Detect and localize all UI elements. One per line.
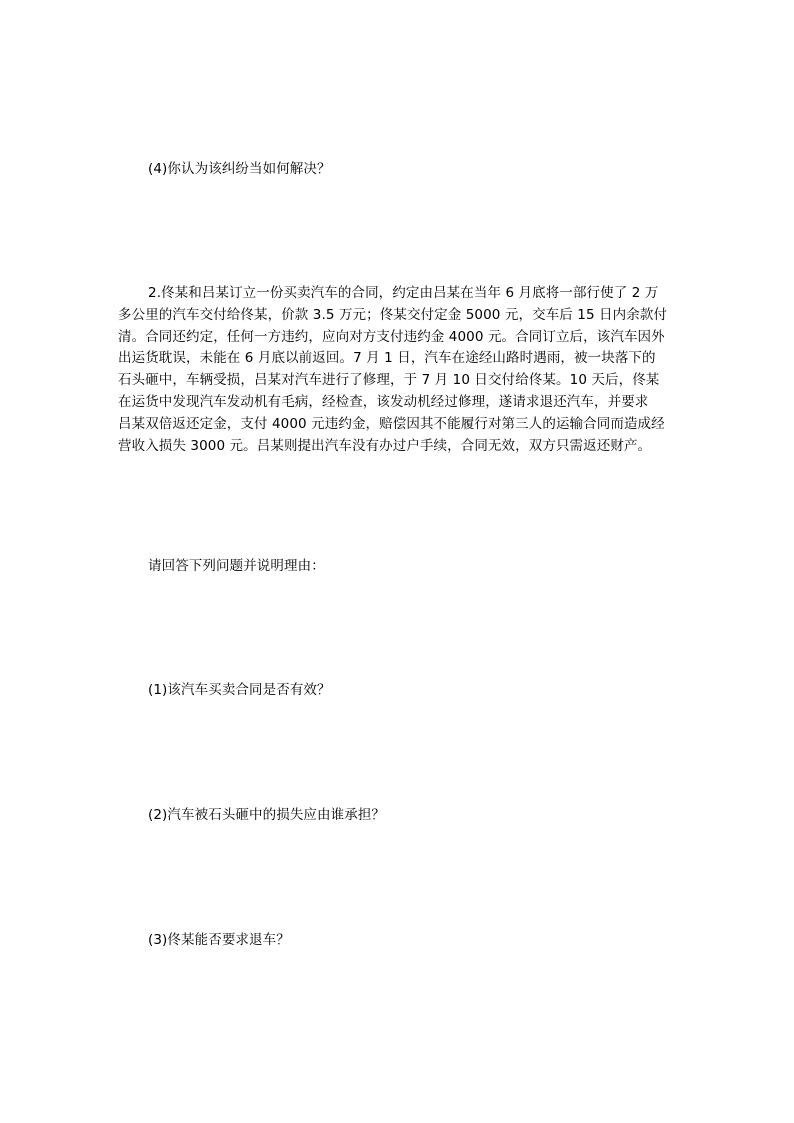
- question-2-sub-3: (3)佟某能否要求退车？: [148, 932, 290, 948]
- question-2-prompt: 请回答下列问题并说明理由：: [148, 558, 325, 574]
- question-2-line: 清。合同还约定，任何一方违约，应向对方支付违约金 4000 元。合同订立后，该汽车因外: [118, 328, 665, 345]
- question-2-line: 营收入损失 3000 元。吕某则提出汽车没有办过户手续，合同无效，双方只需返还财产。: [118, 437, 652, 454]
- question-2-line: 出运货耽误，未能在 6 月底以前返回。7 月 1 日，汽车在途经山路时遇雨，被一块落下的: [118, 350, 656, 367]
- question-1-sub-4: (4)你认为该纠纷当如何解决？: [148, 161, 331, 177]
- question-2-line: 吕某双倍返还定金，支付 4000 元违约金，赔偿因其不能履行对第三人的运输合同而造成经: [118, 415, 665, 432]
- question-2-sub-2: (2)汽车被石头砸中的损失应由谁承担？: [148, 807, 386, 823]
- question-2-body: [118, 283, 673, 457]
- question-2-line: 2.佟某和吕某订立一份买卖汽车的合同，约定由吕某在当年 6 月底将一部行使了 2 万: [148, 285, 659, 301]
- question-2-line: 石头砸中，车辆受损，吕某对汽车进行了修理，于 7 月 10 日交付给佟某。10 天后，佟某: [118, 372, 660, 389]
- question-2-line: 在运货中发现汽车发动机有毛病，经检查，该发动机经过修理，遂请求退还汽车，并要求: [118, 393, 649, 410]
- question-2-sub-1: (1)该汽车买卖合同是否有效？: [148, 682, 331, 698]
- question-2-line: 多公里的汽车交付给佟某，价款 3.5 万元；佟某交付定金 5000 元，交车后 15 日内余款付: [118, 306, 668, 323]
